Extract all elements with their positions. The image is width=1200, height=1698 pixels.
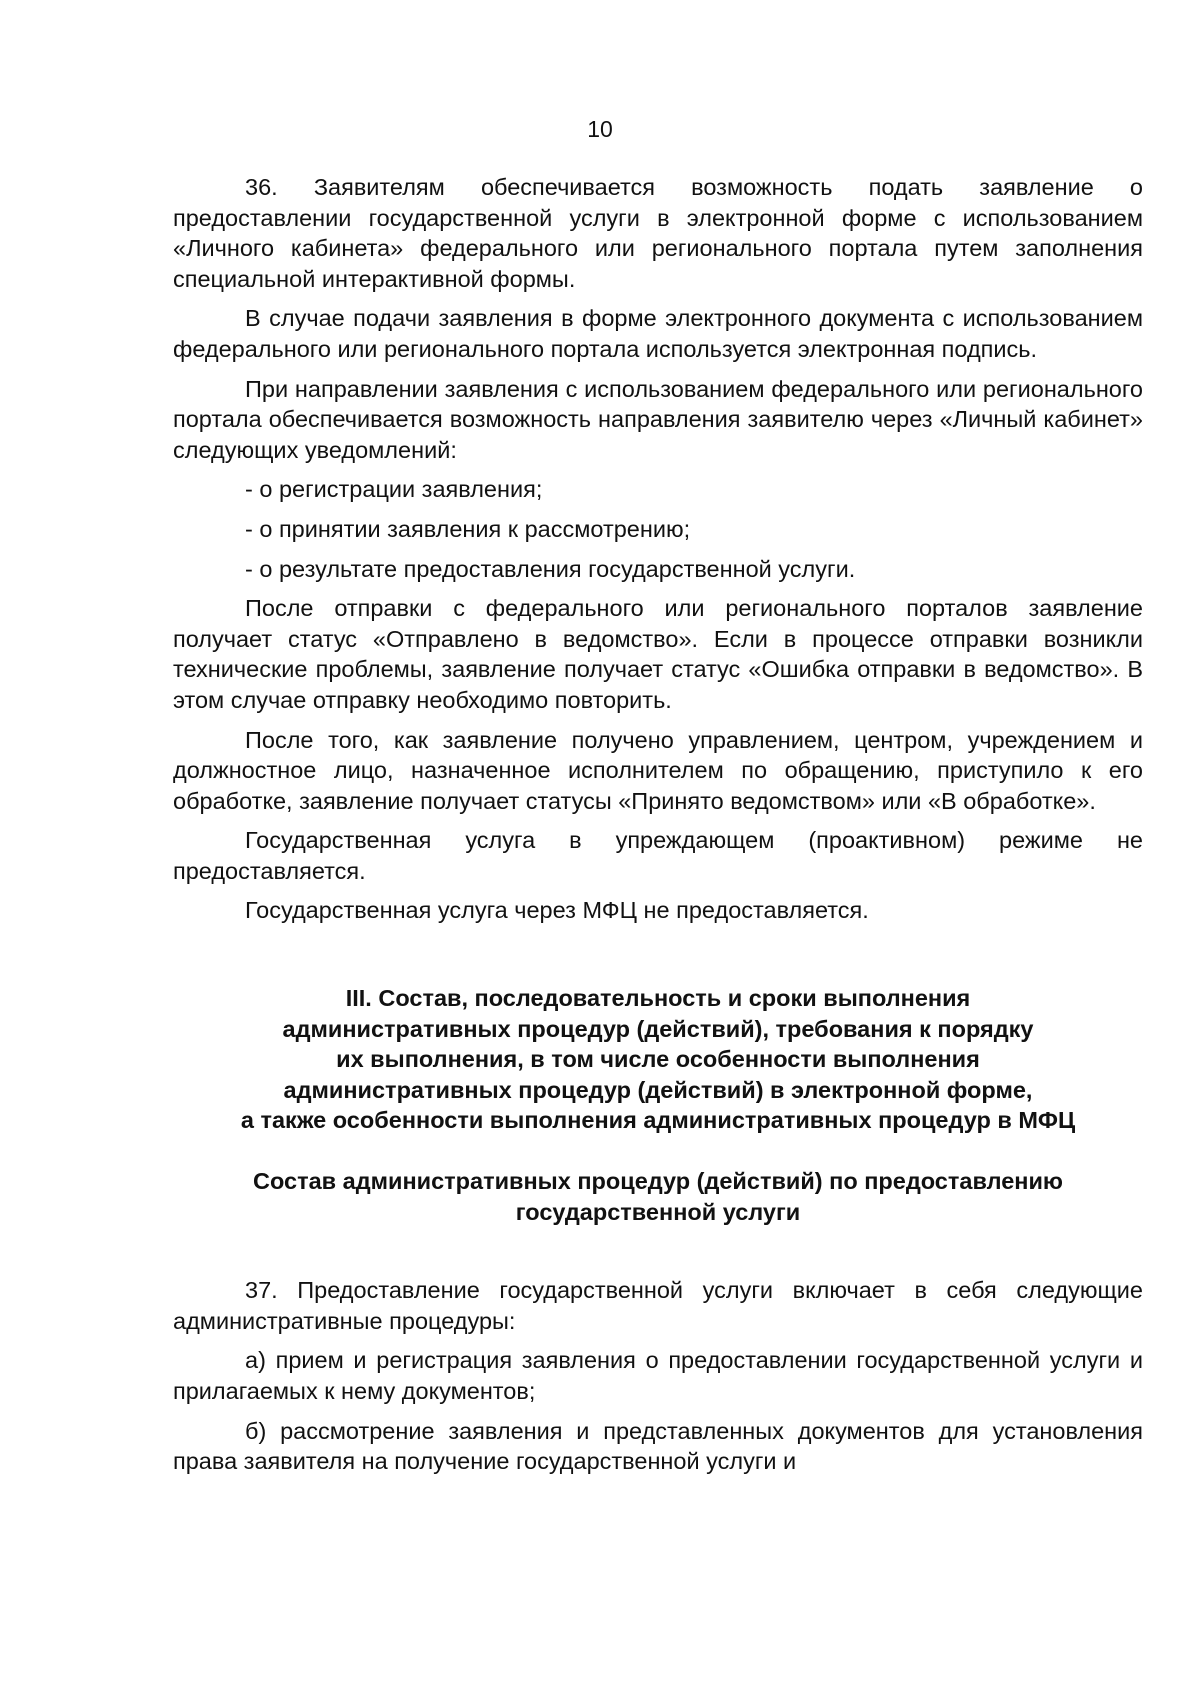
paragraph-notifications: При направлении заявления с использованием федерального или регионального портала обеспечивается возможность направления заявителю через «Личный кабинет» следующих уведомлений: (173, 375, 1143, 463)
paragraph-sending-status: После отправки с федерального или регионального порталов заявление получает статус «Отправлено в ведомство». Если в процессе отправки возникли технические проблемы, заявление получает статус «Ошибка отправки в ведомство». В этом случае отправку необходимо повторить. (173, 595, 1143, 713)
subsection-heading (173, 1166, 1143, 1227)
page-number: 10 (587, 116, 613, 142)
list-item-a: а) прием и регистрация заявления о предоставлении государственной услуги и прилагаемых к нему документов; (173, 1347, 1143, 1404)
paragraph-proactive-mode: Государственная услуга в упреждающем (проактивном) режиме не предоставляется. (173, 827, 1143, 884)
spacer (173, 935, 1143, 983)
paragraph-mfc: Государственная услуга через МФЦ не предоставляется. (245, 897, 869, 924)
paragraph-36: 36. Заявителям обеспечивается возможность подать заявление о предоставлении государственной услуги в электронной форме с использованием «Личного кабинета» федерального или регионального портала путем заполнения специальной интерактивной формы. (173, 174, 1143, 292)
paragraph-37: 37. Предоставление государственной услуги включает в себя следующие административные процедуры: (173, 1277, 1143, 1334)
section-heading-line: III. Состав, последовательность и сроки выполнения (345, 985, 971, 1012)
section-heading (173, 983, 1143, 1136)
spacer (173, 1227, 1143, 1275)
list-item-acceptance: - о принятии заявления к рассмотрению; (245, 515, 691, 542)
subsection-heading-line: Состав административных процедур (действий) по предоставлению (252, 1168, 1063, 1195)
paragraph-electronic-signature: В случае подачи заявления в форме электронного документа с использованием федерального или регионального портала используется электронная подпись. (173, 305, 1143, 362)
subsection-heading-line: государственной услуги (515, 1198, 801, 1225)
section-heading-line: их выполнения, в том числе особенности выполнения (336, 1046, 980, 1073)
spacer (173, 1136, 1143, 1166)
paragraph-processing-status: После того, как заявление получено управлением, центром, учреждением и должностное лицо, назначенное исполнителем по обращению, приступило к его обработке, заявление получает статусы «Принято ведомством» или «В обработке». (173, 726, 1143, 814)
document-body (173, 172, 1143, 1486)
list-item-result: - о результате предоставления государственной услуги. (245, 555, 856, 582)
list-item-b: б) рассмотрение заявления и представленных документов для установления права заявителя на получение государственной услуги и (173, 1417, 1143, 1475)
list-item-registration: - о регистрации заявления; (245, 476, 543, 503)
section-heading-line: административных процедур (действий), требования к порядку (282, 1015, 1034, 1042)
section-heading-line: административных процедур (действий) в электронной форме, (283, 1076, 1033, 1103)
section-heading-line: а также особенности выполнения административных процедур в МФЦ (240, 1107, 1076, 1134)
